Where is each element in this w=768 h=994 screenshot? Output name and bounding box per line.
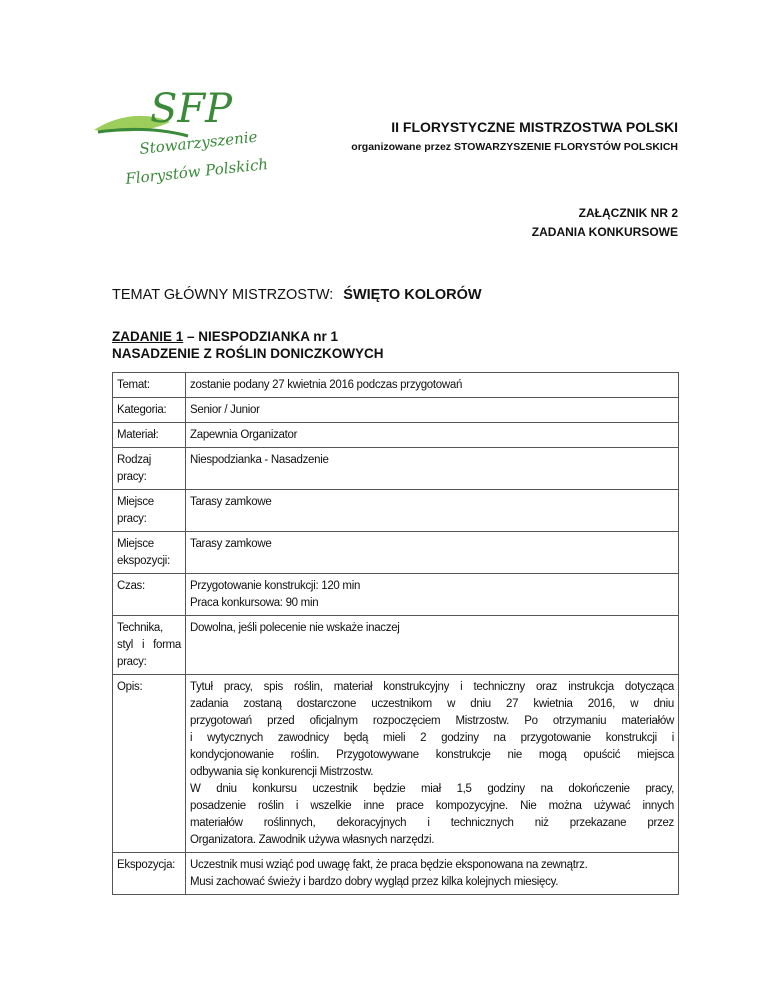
row-label: Czas: [113,574,186,616]
value-line: Dowolna, jeśli polecenie nie wskaże inaczej [190,622,400,634]
value-line: Tytuł pracy, spis roślin, materiał konstrukcyjny i techniczny oraz instrukcja dotycząca [190,681,674,693]
value-line: Tarasy zamkowe [190,538,272,550]
value-line: zadania zostaną dostarczone uczestnikom w dniu 27 kwietnia 2016, w dniu [190,698,674,710]
annex-number: ZAŁĄCZNIK NR 2 [578,206,678,220]
theme-value: ŚWIĘTO KOLORÓW [343,287,482,303]
row-value [186,398,679,423]
svg-text:Florystów Polskich: Florystów Polskich [124,155,269,188]
row-value [186,423,679,448]
annex-subtitle: ZADANIA KONKURSOWE [531,225,678,239]
row-label: Technika, styl i forma pracy: [113,616,186,675]
value-line: i wytycznych zawodnicy będą mieli 2 godziny na przygotowanie konstrukcji i [190,732,674,744]
value-line: Organizatora. Zawodnik używa własnych narzędzi. [190,834,435,846]
value-line: posadzenie roślin i wszelkie inne prace kompozycyjne. Nie można używać innych [190,800,674,812]
row-value [186,853,679,895]
value-line: Musi zachować świeży i bardzo dobry wygląd przez kilka kolejnych miesięcy. [190,876,559,888]
value-line: przygotowań przed oficjalnym rozpoczęciem Mistrzostw. Po otrzymaniu materiałów [190,715,674,727]
table-row [113,448,679,490]
row-label: Temat: [113,373,186,398]
task-title: – NIESPODZIANKA nr 1 [187,329,339,344]
row-label: Miejsce pracy: [113,490,186,532]
svg-text:SFP: SFP [150,86,233,132]
row-label: Kategoria: [113,398,186,423]
value-line: Przygotowanie konstrukcji: 120 min [190,580,361,592]
value-line: Senior / Junior [190,404,260,416]
table-row [113,853,679,895]
task-details-table [112,372,679,895]
row-value [186,574,679,616]
value-line: odbywania się konkurencji Mistrzostw. [190,766,374,778]
row-label: Miejsce ekspozycji: [113,532,186,574]
row-value [186,616,679,675]
row-value [186,373,679,398]
value-line: zostanie podany 27 kwietnia 2016 podczas przygotowań [190,379,463,391]
sfp-logo [88,78,288,190]
row-label: Ekspozycja: [113,853,186,895]
row-label: Opis: [113,675,186,853]
value-line: Niespodzianka - Nasadzenie [190,454,329,466]
main-theme [112,287,482,303]
table-row [113,532,679,574]
table-row [113,373,679,398]
theme-label: TEMAT GŁÓWNY MISTRZOSTW: [112,287,334,303]
value-line: W dniu konkursu uczestnik będzie miał 1,5 godziny na dokończenie pracy, [190,783,674,795]
value-line: Uczestnik musi wziąć pod uwagę fakt, że praca będzie eksponowana na zewnątrz. [190,859,588,871]
value-line: Zapewnia Organizator [190,429,298,441]
row-label: Rodzaj pracy: [113,448,186,490]
value-line: Tarasy zamkowe [190,496,272,508]
table-row [113,574,679,616]
row-value [186,448,679,490]
table-row [113,490,679,532]
value-line: Praca konkursowa: 90 min [190,597,319,609]
row-value [186,532,679,574]
task-heading [112,328,384,362]
row-value [186,675,679,853]
svg-text:Stowarzyszenie: Stowarzyszenie [138,127,259,158]
table-row [113,616,679,675]
row-label: Materiał: [113,423,186,448]
subtitle-prefix: organizowane przez [351,141,452,153]
document-subtitle [351,141,678,153]
task-subtitle: NASADZENIE Z ROŚLIN DONICZKOWYCH [112,346,384,361]
table-row [113,423,679,448]
task-number: ZADANIE 1 [112,329,184,344]
document-title: II FLORYSTYCZNE MISTRZOSTWA POLSKI [391,119,678,135]
table-row [113,398,679,423]
table-row [113,675,679,853]
subtitle-org: STOWARZYSZENIE FLORYSTÓW POLSKICH [453,141,678,153]
value-line: materiałów roślinnych, dekoracyjnych i technicznych niż przekazane przez [190,817,674,829]
annex-heading [532,204,678,242]
row-value [186,490,679,532]
value-line: kondycjonowanie roślin. Przygotowywane konstrukcje nie mogą opuścić miejsca [190,749,674,761]
